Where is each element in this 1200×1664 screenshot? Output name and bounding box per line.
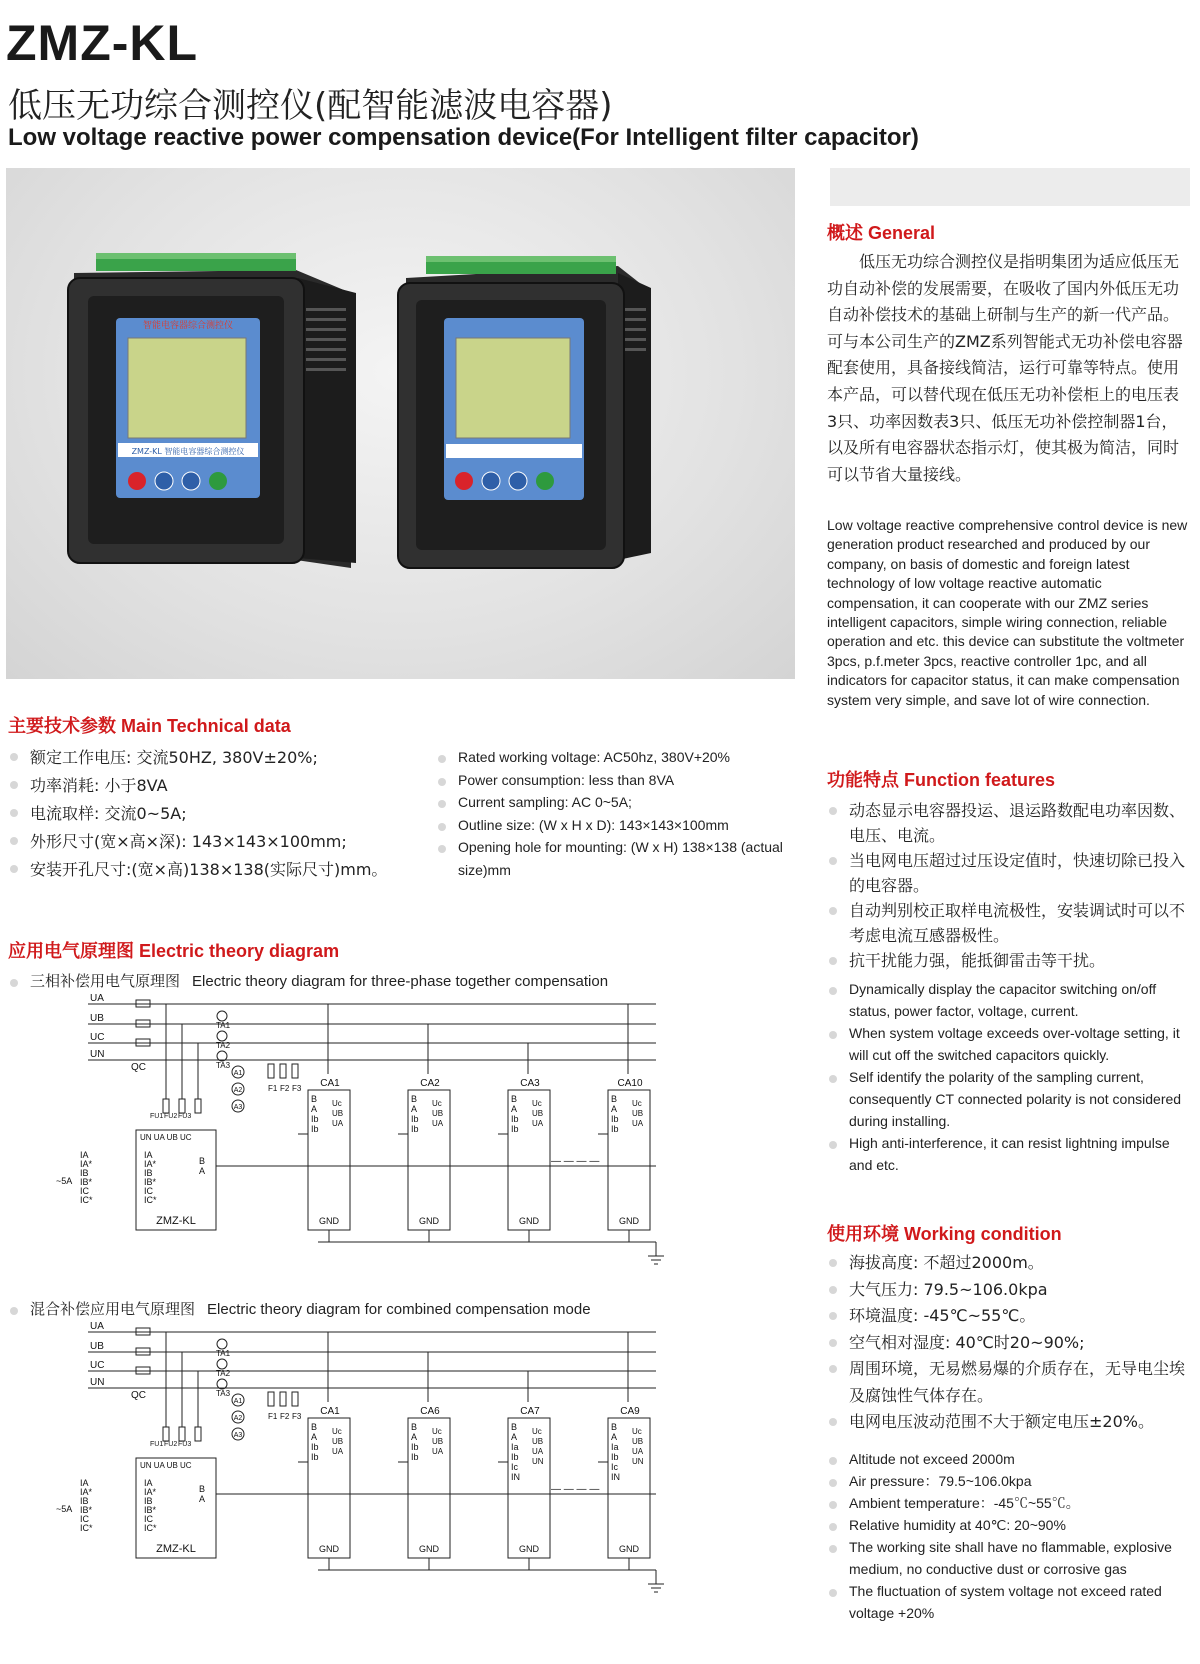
controller-input-label: IC (144, 1186, 153, 1196)
capacitor-left-terminal: Ib (311, 1452, 319, 1462)
title-cn: 低压无功综合测控仪(配智能滤波电容器) (8, 86, 613, 126)
technical-en-item: Outline size: (W x H x D): 143×143×100mm (436, 814, 791, 837)
capacitor-left-terminal: B (611, 1094, 618, 1104)
diagram-heading: 应用电气原理图 Electric theory diagram (8, 941, 340, 961)
external-input-label: IA* (80, 1159, 93, 1169)
capacitor-name: CA1 (320, 1078, 340, 1089)
capacitor-left-terminal: Ib (511, 1452, 519, 1462)
external-input-label: IB (80, 1496, 89, 1506)
bus-label-uc: UC (90, 1032, 105, 1043)
controller-input-label: IA* (144, 1159, 157, 1169)
capacitor-right-terminal: Uc (532, 1427, 542, 1436)
controller-input-label: IC* (144, 1195, 157, 1205)
capacitor-name: CA6 (420, 1406, 440, 1417)
capacitor-right-terminal: Uc (632, 1099, 642, 1108)
technical-en-item: Rated working voltage: AC50hz, 380V+20% (436, 746, 791, 769)
controller-name: ZMZ-KL (156, 1215, 196, 1227)
capacitor-gnd-label: GND (619, 1216, 639, 1226)
current-range-label: ~5A (56, 1176, 73, 1186)
capacitor-left-terminal: Ib (411, 1452, 419, 1462)
ct-label: TA1 (216, 1349, 231, 1358)
fuse-symbol (163, 1099, 169, 1113)
function-heading: 功能特点 Function features (827, 770, 1056, 790)
bus-label-ua: UA (90, 994, 104, 1004)
capacitor-gnd-label: GND (519, 1216, 539, 1226)
working-cn-item: 海拔高度: 不超过2000m。 (827, 1250, 1187, 1277)
dash-separator: — — — — (551, 1484, 600, 1495)
working-cn-item: 环境温度: -45℃~55℃。 (827, 1303, 1187, 1330)
fuse-symbol (292, 1064, 298, 1078)
capacitor-name: CA10 (617, 1078, 643, 1089)
ct-label: TA2 (216, 1041, 231, 1050)
capacitor-right-terminal: UB (632, 1437, 644, 1446)
fuse-label: F1 (268, 1084, 278, 1093)
capacitor-left-terminal: Ib (611, 1452, 619, 1462)
function-en-item: Self identify the polarity of the sampling current, consequently CT connected polarity is not considered during installing. (827, 1066, 1187, 1132)
controller-input-label: IC (144, 1514, 153, 1524)
fuse-symbol (195, 1427, 201, 1441)
ct-symbol (217, 1359, 227, 1369)
fuse-label: FU3 (178, 1441, 192, 1448)
capacitor-left-terminal: B (311, 1422, 318, 1432)
fuse-label: F1 (268, 1412, 278, 1421)
capacitor-right-terminal: Uc (632, 1427, 642, 1436)
electric-diagram-three-phase (56, 994, 706, 1284)
capacitor-right-terminal: UN (532, 1457, 544, 1466)
controller-name: ZMZ-KL (156, 1543, 196, 1555)
capacitor-left-terminal: Ib (311, 1124, 319, 1134)
bus-label-ub: UB (90, 1341, 104, 1352)
capacitor-right-terminal: UB (332, 1109, 344, 1118)
capacitor-gnd-label: GND (619, 1544, 639, 1554)
capacitor-right-terminal: UB (532, 1109, 544, 1118)
capacitor-right-terminal: UN (632, 1457, 644, 1466)
dash-separator: — — — — (551, 1156, 600, 1167)
external-input-label: IB (80, 1168, 89, 1178)
technical-en-item: Power consumption: less than 8VA (436, 769, 791, 792)
working-en-item: The fluctuation of system voltage not exceed rated voltage +20% (827, 1580, 1192, 1624)
technical-heading: 主要技术参数 Main Technical data (8, 716, 291, 736)
fuse-label: F3 (292, 1084, 302, 1093)
capacitor-right-terminal: UA (332, 1447, 344, 1456)
capacitor-name: CA1 (320, 1406, 340, 1417)
capacitor-left-terminal: A (611, 1432, 618, 1442)
capacitor-left-terminal: B (411, 1094, 418, 1104)
capacitor-right-terminal: UA (632, 1119, 644, 1128)
title-en: Low voltage reactive power compensation device(For Intelligent filter capacitor) (8, 124, 919, 151)
capacitor-right-terminal: UB (332, 1437, 344, 1446)
capacitor-left-terminal: Ia (511, 1442, 519, 1452)
capacitor-gnd-label: GND (519, 1544, 539, 1554)
capacitor-left-terminal: A (511, 1432, 518, 1442)
fuse-label: F2 (280, 1084, 290, 1093)
general-heading: 概述 General (827, 223, 936, 243)
ct-symbol (217, 1011, 227, 1021)
working-cn-item: 空气相对湿度: 40℃时20~90%; (827, 1330, 1187, 1357)
product-model: ZMZ-KL (6, 15, 199, 71)
technical-cn-item: 安装开孔尺寸:(宽×高)138×138(实际尺寸)mm。 (8, 856, 428, 884)
electric-diagram-combined (56, 1322, 706, 1642)
capacitor-name: CA9 (620, 1406, 640, 1417)
capacitor-gnd-label: GND (419, 1216, 439, 1226)
technical-en-item: Opening hole for mounting: (W x H) 138×138 (actual size)mm (436, 836, 791, 881)
working-en-item: Altitude not exceed 2000m (827, 1448, 1192, 1470)
fuse-symbol (292, 1392, 298, 1406)
fuse-label: FU2 (164, 1441, 178, 1448)
external-input-label: IB* (80, 1177, 93, 1187)
qc-label: QC (131, 1062, 146, 1073)
capacitor-right-terminal: UA (532, 1119, 544, 1128)
qc-label: QC (131, 1390, 146, 1401)
controller-input-label: IA (144, 1478, 153, 1488)
fuse-symbol (280, 1064, 286, 1078)
capacitor-gnd-label: GND (319, 1216, 339, 1226)
fuse-symbol (179, 1427, 185, 1441)
capacitor-right-terminal: UB (632, 1109, 644, 1118)
function-en-item: Dynamically display the capacitor switching on/off status, power factor, voltage, current. (827, 978, 1187, 1022)
function-en-item: When system voltage exceeds over-voltage setting, it will cut off the switched capacitors quickly. (827, 1022, 1187, 1066)
capacitor-name: CA7 (520, 1406, 540, 1417)
capacitor-left-terminal: Ib (511, 1124, 519, 1134)
controller-b-label: B (199, 1156, 206, 1166)
external-input-label: IA (80, 1478, 89, 1488)
bus-label-ub: UB (90, 1013, 104, 1024)
diagram2-caption-cn: 混合补偿应用电气原理图 (30, 1300, 196, 1318)
working-list-cn (827, 1250, 1187, 1436)
capacitor-right-terminal: UA (332, 1119, 344, 1128)
ammeter-label: A2 (233, 1415, 243, 1422)
function-cn-item: 当电网电压超过过压设定值时，快速切除已投入的电容器。 (827, 848, 1187, 898)
bus-label-ua: UA (90, 1322, 104, 1332)
capacitor-right-terminal: UA (632, 1447, 644, 1456)
capacitor-left-terminal: Ib (611, 1114, 619, 1124)
external-input-label: IC* (80, 1523, 93, 1533)
capacitor-left-terminal: B (311, 1094, 318, 1104)
ammeter-label: A1 (233, 1070, 243, 1077)
device-right (398, 256, 651, 568)
capacitor-right-terminal: UB (432, 1109, 444, 1118)
working-cn-item: 大气压力: 79.5~106.0kpa (827, 1277, 1187, 1304)
diagram2-caption (8, 1298, 788, 1319)
fuse-symbol (268, 1064, 274, 1078)
capacitor-left-terminal: B (511, 1422, 518, 1432)
fuse-label: FU1 (150, 1441, 164, 1448)
controller-terminals: UN UA UB UC (140, 1461, 192, 1470)
capacitor-right-terminal: Uc (432, 1427, 442, 1436)
ammeter-label: A1 (233, 1398, 243, 1405)
controller-input-label: IB* (144, 1177, 157, 1187)
fuse-label: F2 (280, 1412, 290, 1421)
technical-cn-item: 额定工作电压: 交流50HZ, 380V±20%; (8, 744, 428, 772)
fuse-label: F3 (292, 1412, 302, 1421)
capacitor-right-terminal: UA (432, 1447, 444, 1456)
capacitor-left-terminal: A (411, 1104, 418, 1114)
working-en-item: Relative humidity at 40℃: 20~90% (827, 1514, 1192, 1536)
product-illustration (6, 168, 795, 679)
capacitor-left-terminal: Ib (511, 1114, 519, 1124)
controller-input-label: IA* (144, 1487, 157, 1497)
controller-input-label: IB (144, 1496, 153, 1506)
controller-input-label: IA (144, 1150, 153, 1160)
capacitor-left-terminal: A (611, 1104, 618, 1114)
function-cn-item: 自动判别校正取样电流极性，安装调试时可以不考虑电流互感器极性。 (827, 898, 1187, 948)
ct-symbol (217, 1339, 227, 1349)
ct-label: TA3 (216, 1389, 231, 1398)
ct-symbol (217, 1031, 227, 1041)
fuse-symbol (179, 1099, 185, 1113)
capacitor-left-terminal: B (611, 1422, 618, 1432)
capacitor-name: CA3 (520, 1078, 540, 1089)
bus-label-un: UN (90, 1377, 105, 1388)
general-body-en: Low voltage reactive comprehensive control device is new generation product researched and produced by our company, on basis of domestic and foreign latest technology of low voltage reactive automatic compensation, it can cooperate with our ZMZ series intelligent capacitors, simple wiring connection, reliable operation and etc. this device can substitute the voltmeter 3pcs, p.f.meter 3pcs, reactive controller 1pc, and all indicators for capacitor status, it can make compensation system very simple, and save lot of wire connection. (827, 517, 1188, 708)
external-input-label: IC (80, 1186, 89, 1196)
working-en-item: Air pressure：79.5~106.0kpa (827, 1470, 1192, 1492)
controller-b-label: B (199, 1484, 206, 1494)
fuse-symbol (163, 1427, 169, 1441)
capacitor-right-terminal: Uc (532, 1099, 542, 1108)
capacitor-right-terminal: Uc (332, 1427, 342, 1436)
panel-title-text: 智能电容器综合测控仪 (142, 321, 234, 331)
function-list-cn (827, 798, 1187, 973)
working-list-en (827, 1448, 1192, 1624)
bus-label-un: UN (90, 1049, 105, 1060)
capacitor-left-terminal: Ib (611, 1124, 619, 1134)
capacitor-left-terminal: Ib (411, 1442, 419, 1452)
ammeter-label: A3 (233, 1432, 243, 1439)
capacitor-left-terminal: Ic (511, 1462, 519, 1472)
capacitor-right-terminal: UA (532, 1447, 544, 1456)
product-photo (6, 168, 795, 679)
fuse-symbol (280, 1392, 286, 1406)
working-cn-item: 电网电压波动范围不大于额定电压±20%。 (827, 1409, 1187, 1436)
capacitor-left-terminal: A (411, 1432, 418, 1442)
diagram1-caption (8, 970, 788, 991)
controller-input-label: IB (144, 1168, 153, 1178)
fuse-symbol (195, 1099, 201, 1113)
controller-input-label: IC* (144, 1523, 157, 1533)
fuse-label: FU2 (164, 1113, 178, 1120)
capacitor-name: CA2 (420, 1078, 440, 1089)
ct-label: TA2 (216, 1369, 231, 1378)
fuse-symbol (268, 1392, 274, 1406)
general-body-cn: 低压无功综合测控仪是指明集团为适应低压无功自动补偿的发展需要，在吸收了国内外低压无功自动补偿技术的基础上研制与生产的新一代产品。可与本公司生产的ZMZ系列智能式无功补偿电容器配套使用，具备接线简洁，运行可靠等特点。使用本产品，可以替代现在低压无功补偿柜上的电压表3只、功率因数表3只、低压无功补偿控制器1台，以及所有电容器状态指示灯，使其极为简洁，同时可以节省大量接线。 (827, 252, 1183, 484)
function-cn-item: 动态显示电容器投运、退运路数配电功率因数、电压、电流。 (827, 798, 1187, 848)
capacitor-left-terminal: A (311, 1432, 318, 1442)
capacitor-right-terminal: UA (432, 1119, 444, 1128)
technical-list-cn (8, 744, 428, 884)
capacitor-right-terminal: Uc (332, 1099, 342, 1108)
capacitor-right-terminal: Uc (432, 1099, 442, 1108)
controller-terminals: UN UA UB UC (140, 1133, 192, 1142)
working-en-item: Ambient temperature：-45℃~55℃。 (827, 1492, 1192, 1514)
ct-label: TA1 (216, 1021, 231, 1030)
capacitor-right-terminal: UB (532, 1437, 544, 1446)
technical-list-en (436, 746, 791, 881)
device-left (68, 253, 356, 568)
ammeter-label: A3 (233, 1104, 243, 1111)
function-list-en (827, 978, 1187, 1176)
capacitor-left-terminal: IN (511, 1472, 520, 1482)
capacitor-left-terminal: Ib (411, 1114, 419, 1124)
working-cn-item: 周围环境，无易燃易爆的介质存在，无导电尘埃及腐蚀性气体存在。 (827, 1356, 1187, 1409)
capacitor-left-terminal: B (411, 1422, 418, 1432)
ct-label: TA3 (216, 1061, 231, 1070)
working-en-item: The working site shall have no flammable, explosive medium, no conductive dust or corrosive gas (827, 1536, 1192, 1580)
capacitor-left-terminal: IN (611, 1472, 620, 1482)
capacitor-left-terminal: Ib (411, 1124, 419, 1134)
capacitor-right-terminal: UB (432, 1437, 444, 1446)
capacitor-left-terminal: Ib (311, 1442, 319, 1452)
controller-a-label: A (199, 1494, 206, 1504)
capacitor-left-terminal: B (511, 1094, 518, 1104)
capacitor-left-terminal: Ia (611, 1442, 619, 1452)
bus-label-uc: UC (90, 1360, 105, 1371)
external-input-label: IC* (80, 1195, 93, 1205)
decorative-bar (830, 168, 1190, 206)
fuse-label: FU3 (178, 1113, 192, 1120)
external-input-label: IB* (80, 1505, 93, 1515)
fuse-label: FU1 (150, 1113, 164, 1120)
capacitor-gnd-label: GND (319, 1544, 339, 1554)
external-input-label: IA* (80, 1487, 93, 1497)
technical-cn-item: 功率消耗: 小于8VA (8, 772, 428, 800)
controller-input-label: IB* (144, 1505, 157, 1515)
capacitor-left-terminal: Ib (311, 1114, 319, 1124)
capacitor-gnd-label: GND (419, 1544, 439, 1554)
capacitor-left-terminal: Ic (611, 1462, 619, 1472)
diagram1-caption-en: Electric theory diagram for three-phase together compensation (192, 973, 609, 990)
technical-en-item: Current sampling: AC 0~5A; (436, 791, 791, 814)
diagram2-caption-en: Electric theory diagram for combined compensation mode (207, 1301, 591, 1318)
current-range-label: ~5A (56, 1504, 73, 1514)
external-input-label: IC (80, 1514, 89, 1524)
capacitor-left-terminal: A (511, 1104, 518, 1114)
panel-model-text: ZMZ-KL 智能电容器综合测控仪 (131, 447, 245, 456)
function-cn-item: 抗干扰能力强，能抵御雷击等干扰。 (827, 948, 1187, 973)
technical-cn-item: 外形尺寸(宽×高×深): 143×143×100mm; (8, 828, 428, 856)
function-en-item: High anti-interference, it can resist lightning impulse and etc. (827, 1132, 1187, 1176)
ammeter-label: A2 (233, 1087, 243, 1094)
controller-a-label: A (199, 1166, 206, 1176)
diagram1-caption-cn: 三相补偿用电气原理图 (30, 972, 181, 990)
technical-cn-item: 电流取样: 交流0~5A; (8, 800, 428, 828)
working-heading: 使用环境 Working condition (827, 1224, 1062, 1244)
external-input-label: IA (80, 1150, 89, 1160)
capacitor-left-terminal: A (311, 1104, 318, 1114)
